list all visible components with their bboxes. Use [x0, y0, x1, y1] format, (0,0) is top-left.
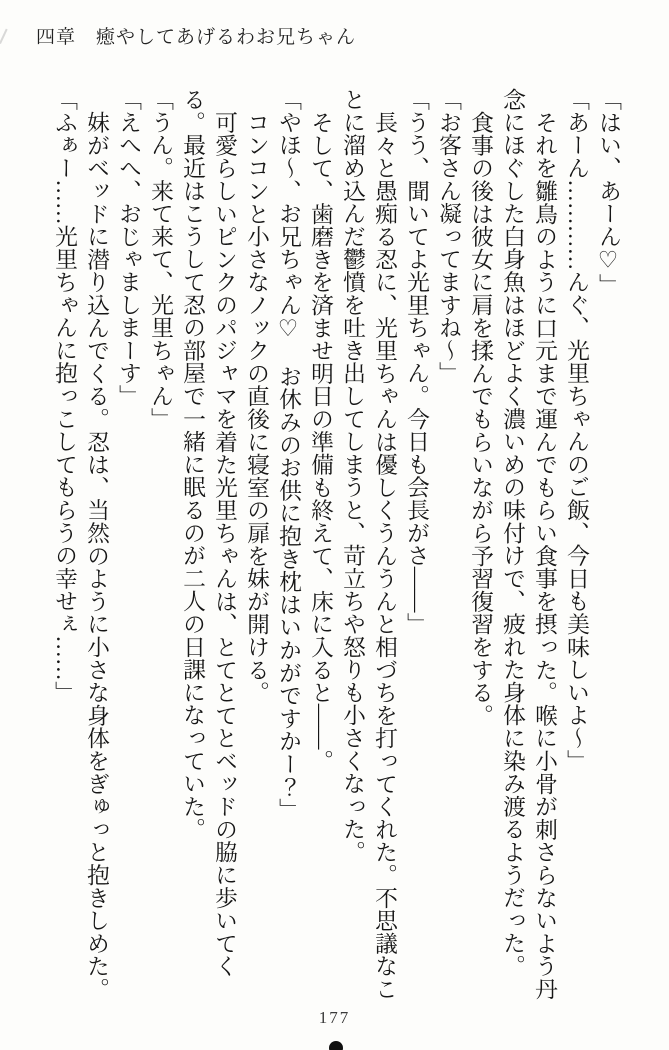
paragraph: 「お客さん凝ってますね〜」 — [436, 88, 461, 385]
paragraph: 「うん。来て来て、光里ちゃん」 — [148, 88, 173, 430]
paragraph: 「えへへ、おじゃましまーす」 — [116, 88, 141, 408]
scan-artifact-mark — [0, 29, 15, 48]
paragraph: 「ふぁー……光里ちゃんに抱っこしてもらうの幸せぇ……」 — [52, 88, 77, 704]
paragraph: 妹がベッドに潜り込んでくる。忍は、当然のように小さな身体をぎゅっと抱きしめた。 — [84, 110, 109, 1000]
paragraph: そして、歯磨きを済ませ明日の準備も終えて、床に入ると――。 — [308, 110, 333, 772]
paragraph: コンコンと小さなノックの直後に寝室の扉を妹が開ける。 — [244, 110, 269, 704]
paragraph: 「やほ〜、お兄ちゃん♡ お休みのお供に抱き枕はいかがですかー？」 — [276, 88, 301, 821]
paragraph: 「あーん…………んぐ、光里ちゃんのご飯、今日も美味しいよ〜」 — [564, 88, 589, 772]
paragraph: 可愛らしいピンクのパジャマを着た光里ちゃんは、とてとてとベッドの脇に歩いてくる。最近はこうして忍の部屋で一緒に眠るのが二人の日課になっていた。 — [180, 88, 237, 978]
body-text — [47, 88, 624, 1005]
paragraph: 長々と愚痴る忍に、光里ちゃんは優しくうんうんと相づちを打ってくれた。不思議なことに溜め込んだ鬱憤を吐き出してしまうと、苛立ちや怒りも小さくなった。 — [340, 88, 397, 1000]
paragraph: 「うう、聞いてよ光里ちゃん。今日も会長がさ――」 — [404, 88, 429, 636]
paragraph: それを雛鳥のように口元まで運んでもらい食事を摂った。喉に小骨が刺さらないよう丹念にほぐした白身魚はほどよく濃いめの味付けで、疲れた身体に染み渡るようだった。 — [500, 88, 557, 1000]
paragraph: 「はい、あーん♡」 — [596, 88, 621, 297]
page-number: 177 — [318, 1008, 351, 1027]
chapter-header: 四章 癒やしてあげるわお兄ちゃん — [36, 27, 357, 48]
ink-dot — [329, 1041, 343, 1050]
paragraph: 食事の後は彼女に肩を揉んでもらいながら予習復習をする。 — [468, 110, 493, 727]
